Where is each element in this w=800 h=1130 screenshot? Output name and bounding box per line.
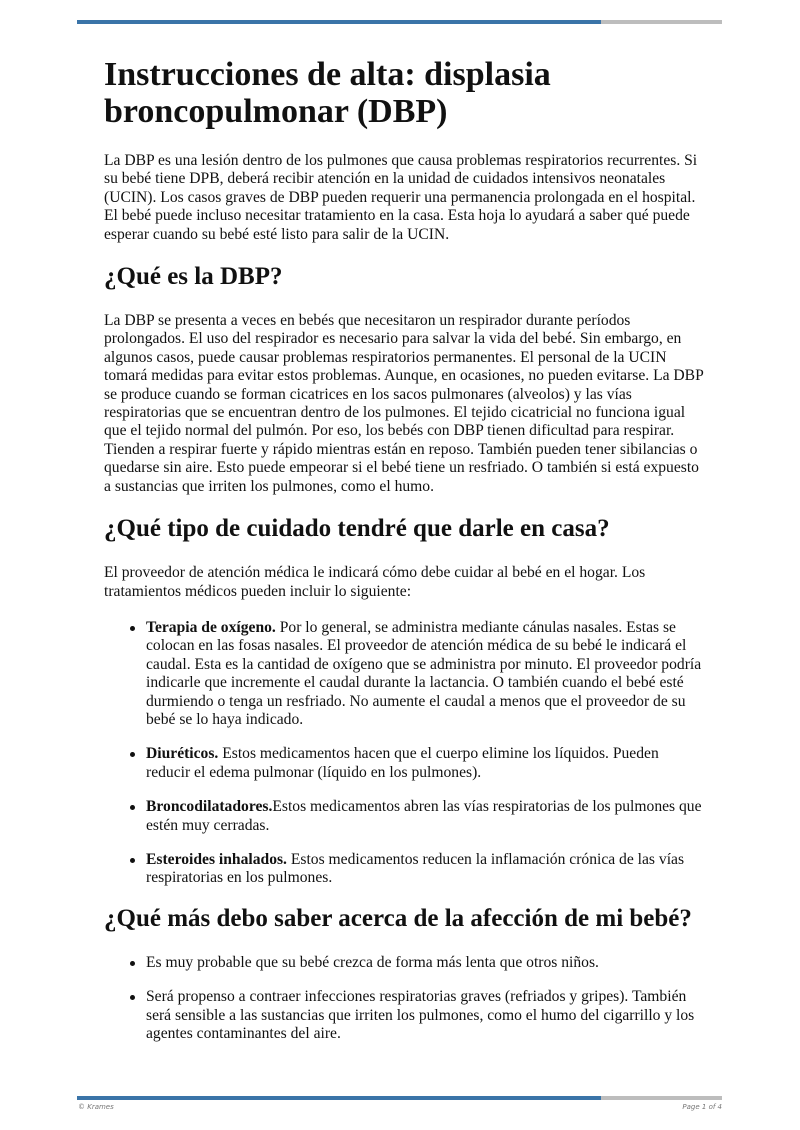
list-item bbox=[128, 954, 704, 972]
list-item bbox=[128, 745, 704, 782]
list-item-term: Terapia de oxígeno. bbox=[146, 618, 276, 636]
intro-paragraph: La DBP es una lesión dentro de los pulmones que causa problemas respiratorios recurrentes. Si su bebé tiene DPB, deberá recibir atención en la unidad de cuidados intensivos neonatales (UCIN). Los casos graves de DBP pueden requerir una permanencia prolongada en el hospital. El bebé puede incluso necesitar tratamiento en la casa. Esta hoja lo ayudará a saber qué puede esperar cuando su bebé esté listo para salir de la UCIN. bbox=[104, 152, 698, 243]
header-progress-bar bbox=[77, 20, 722, 24]
bullet-icon bbox=[130, 858, 135, 863]
section-heading-more-info: ¿Qué más debo saber acerca de la afección de mi bebé? bbox=[104, 904, 692, 932]
section-heading-home-care: ¿Qué tipo de cuidado tendré que darle en casa? bbox=[104, 515, 610, 543]
list-item bbox=[128, 798, 704, 835]
list-item-text: Estos medicamentos abren las vías respiratorias de los pulmones que estén muy cerradas. bbox=[146, 798, 702, 834]
progress-bar-filled bbox=[77, 1096, 601, 1100]
list-item-text: Estos medicamentos reducen la inflamación crónica de las vías respiratorias en los pulmones. bbox=[146, 850, 685, 887]
list-item-text: Estos medicamentos hacen que el cuerpo elimine los líquidos. Pueden reducir el edema pulmonar (líquido en los pulmones). bbox=[146, 745, 659, 781]
section-paragraph-home-care: El proveedor de atención médica le indicará cómo debe cuidar al bebé en el hogar. Los tratamientos médicos pueden incluir lo siguiente: bbox=[104, 564, 646, 600]
progress-bar-filled bbox=[77, 20, 601, 24]
progress-bar-remaining bbox=[601, 1096, 722, 1100]
more-info-list bbox=[104, 954, 704, 1044]
section-heading-what-is: ¿Qué es la DBP? bbox=[104, 263, 283, 291]
document-body bbox=[104, 56, 704, 1059]
bullet-icon bbox=[130, 961, 135, 966]
bullet-icon bbox=[130, 805, 135, 810]
footer-copyright: © Krames bbox=[78, 1103, 114, 1111]
treatment-list bbox=[104, 619, 704, 888]
section-paragraph-what-is: La DBP se presenta a veces en bebés que necesitaron un respirador durante períodos prolongados. El uso del respirador es necesario para salvar la vida del bebé. Sin embargo, en algunos casos, puede causar problemas respiratorios permanentes. El personal de la UCIN tomará medidas para evitar estos problemas. Aunque, en ocasiones, no pueden evitarse. La DBP se produce cuando se forman cicatrices en los sacos pulmonares (alveolos) y las vías respiratorias que se encuentran dentro de los pulmones. El tejido cicatricial no funciona igual que el tejido normal del pulmón. Por eso, los bebés con DBP tienen dificultad para respirar. Tienden a respirar fuerte y rápido mientras están en reposo. También pueden tener sibilancias o quedarse sin aire. Esto puede empeorar si el bebé tiene un resfriado. O también si está expuesto a sustancias que irriten los pulmones, como el humo. bbox=[104, 312, 704, 495]
list-item bbox=[128, 988, 704, 1043]
list-item-term: Esteroides inhalados. bbox=[146, 850, 287, 868]
list-item bbox=[128, 619, 704, 729]
list-item-term: Diuréticos. bbox=[146, 745, 219, 763]
list-item-text: Por lo general, se administra mediante cánulas nasales. Estas se colocan en las fosas nasales. El proveedor de atención médica de su bebé le indicará el caudal. Esta es la cantidad de oxígeno que se administra por minuto. El proveedor podría indicarle que incremente el caudal durante la lactancia. O también cuando el bebé esté durmiendo o tenga un resfriado. No aumente el caudal a menos que el proveedor de su bebé se lo haya indicado. bbox=[146, 618, 702, 728]
bullet-icon bbox=[130, 626, 135, 631]
bullet-icon bbox=[130, 995, 135, 1000]
page-title: Instrucciones de alta: displasia broncopulmonar (DBP) bbox=[104, 56, 551, 130]
bullet-icon bbox=[130, 752, 135, 757]
list-item-term: Broncodilatadores. bbox=[146, 798, 273, 816]
progress-bar-remaining bbox=[601, 20, 722, 24]
list-item-text: Será propenso a contraer infecciones respiratorias graves (refriados y gripes). También será sensible a las sustancias que irriten los pulmones, como el humo del cigarrillo y los agentes contaminantes del aire. bbox=[146, 988, 695, 1042]
list-item bbox=[128, 851, 704, 888]
footer-page-number: Page 1 of 4 bbox=[682, 1103, 722, 1111]
list-item-text: Es muy probable que su bebé crezca de forma más lenta que otros niños. bbox=[146, 953, 599, 971]
footer-progress-bar bbox=[77, 1096, 722, 1100]
